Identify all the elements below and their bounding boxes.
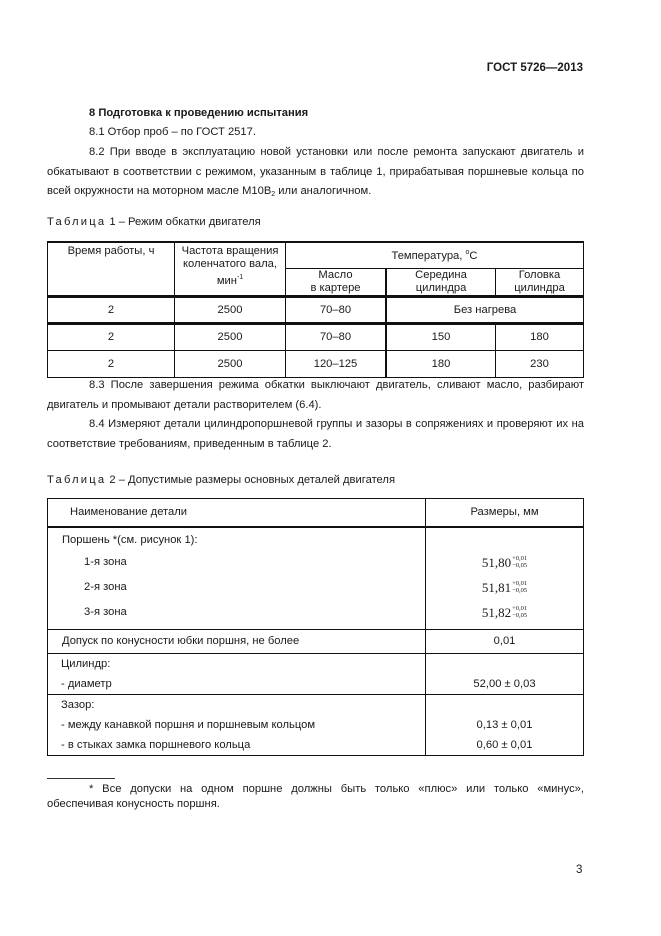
cell-frequency: 2500: [175, 296, 286, 323]
header-temperature-unit: С: [469, 249, 478, 262]
paragraph-8-2-tail: или аналогичном.: [275, 185, 372, 197]
upper-tolerance: +0,01: [512, 555, 528, 562]
cell-frequency: 2500: [175, 323, 286, 350]
caption-label: Таблица: [47, 216, 107, 228]
caption-text: 1 – Режим обкатки двигателя: [106, 216, 261, 228]
cell-time: 2: [48, 350, 175, 377]
superscript: -1: [236, 274, 244, 281]
degree-superscript: o: [465, 248, 470, 256]
table-row-taper: [48, 629, 584, 653]
table1-caption: [47, 216, 261, 228]
cell-mid: 180: [386, 350, 496, 377]
upper-tolerance: +0,01: [512, 605, 528, 612]
header-part-name: Наименование детали: [48, 499, 426, 527]
cell-oil: 70–80: [286, 296, 387, 323]
piston-label: Поршень *(см. рисунок 1):: [62, 533, 198, 546]
cylinder-label: Цилиндр:: [61, 657, 111, 670]
document-code: ГОСТ 5726—2013: [486, 62, 583, 74]
header-dimensions: Размеры, мм: [426, 499, 584, 527]
table-part-dimensions: [47, 498, 584, 756]
header-temperature-text: Температура,: [391, 249, 466, 262]
zone-3-name: 3-я зона: [84, 605, 127, 618]
paragraph-8-2-text: 8.2 При вводе в эксплуатацию новой установки или после ремонта запускают двигатель и обкатывают в соответствии с режимом, указанным в таблице 1, прирабатывая поршневые кольца по всей окружности на моторном масле М10В: [47, 146, 584, 197]
header-temperature: [286, 242, 584, 268]
header-frequency-unit: мин: [216, 275, 237, 287]
caption-label: Таблица: [47, 474, 107, 486]
subscript: 2: [271, 191, 276, 198]
taper-name: Допуск по конусности юбки поршня, не более: [48, 629, 426, 653]
header-mid-line1: Середина: [415, 268, 467, 281]
header-mid-line2: цилиндра: [415, 281, 467, 294]
zone-3-size: [482, 600, 527, 625]
footnote: * Все допуски на одном поршне должны быть только «плюс» или только «минус», обеспечивая конусность поршня.: [47, 783, 584, 810]
gap-label: Зазор:: [61, 698, 95, 711]
table-row-piston: [48, 527, 584, 630]
paragraph-8-1: 8.1 Отбор проб – по ГОСТ 2517.: [89, 126, 256, 138]
cell-no-heating: Без нагрева: [386, 296, 584, 323]
cell-head: 230: [496, 350, 584, 377]
header-cylinder-middle: [386, 268, 496, 296]
header-cylinder-head: [496, 268, 584, 296]
caption-text: 2 – Допустимые размеры основных деталей двигателя: [106, 474, 395, 486]
size-value: 51,81: [481, 579, 512, 595]
table-row: [48, 350, 584, 377]
zone-1-size: [482, 550, 527, 575]
paragraph-8-3: 8.3 После завершения режима обкатки выключают двигатель, сливают масло, разбирают двигатель и промывают детали растворителем (6.4).: [47, 379, 584, 411]
header-head-line1: Головка: [518, 268, 561, 281]
header-frequency-text: Частота вращения коленчатого вала,: [181, 245, 279, 270]
header-oil: [286, 268, 387, 296]
table-row: [48, 323, 584, 350]
zone-2-size: [482, 575, 527, 600]
cell-time: 2: [48, 296, 175, 323]
page-number: 3: [576, 864, 583, 876]
table-row-gap: [48, 694, 584, 755]
header-frequency: [175, 242, 286, 296]
cell-time: 2: [48, 323, 175, 350]
lower-tolerance: −0,05: [512, 612, 528, 619]
taper-value: 0,01: [426, 629, 584, 653]
gap-lock-name: - в стыках замка поршневого кольца: [61, 738, 251, 751]
footnote-separator: [47, 778, 115, 779]
zone-1-name: 1-я зона: [84, 555, 127, 568]
table2-caption: [47, 474, 395, 486]
table-row: [48, 296, 584, 323]
header-head-line2: цилиндра: [514, 281, 565, 294]
header-oil-line1: Масло: [318, 268, 353, 281]
table-row-cylinder: [48, 653, 584, 694]
cylinder-diameter-value: 52,00 ± 0,03: [473, 677, 536, 690]
gap-groove-name: - между канавкой поршня и поршневым кольцом: [61, 718, 316, 731]
paragraph-8-4: 8.4 Измеряют детали цилиндропоршневой группы и зазоры в сопряжениях и проверяют их на соответствие требованиям, приведенным в таблице 2.: [47, 418, 584, 450]
lower-tolerance: −0,05: [512, 562, 528, 569]
cell-mid: 150: [386, 323, 496, 350]
cell-frequency: 2500: [175, 350, 286, 377]
upper-tolerance: +0,01: [512, 580, 528, 587]
lower-tolerance: −0,05: [512, 587, 528, 594]
table-engine-break-in: [47, 241, 584, 378]
cell-oil: 120–125: [286, 350, 387, 377]
paragraph-8-2: [47, 143, 584, 205]
header-oil-line2: в картере: [310, 281, 361, 294]
cell-oil: 70–80: [286, 323, 387, 350]
size-value: 51,80: [481, 554, 512, 570]
cylinder-diameter-name: - диаметр: [61, 677, 112, 690]
section-title: 8 Подготовка к проведению испытания: [89, 107, 309, 119]
header-time: Время работы, ч: [48, 242, 175, 296]
gap-lock-value: 0,60 ± 0,01: [476, 738, 533, 751]
zone-2-name: 2-я зона: [84, 580, 127, 593]
gap-groove-value: 0,13 ± 0,01: [476, 718, 533, 731]
cell-head: 180: [496, 323, 584, 350]
size-value: 51,82: [481, 604, 512, 620]
